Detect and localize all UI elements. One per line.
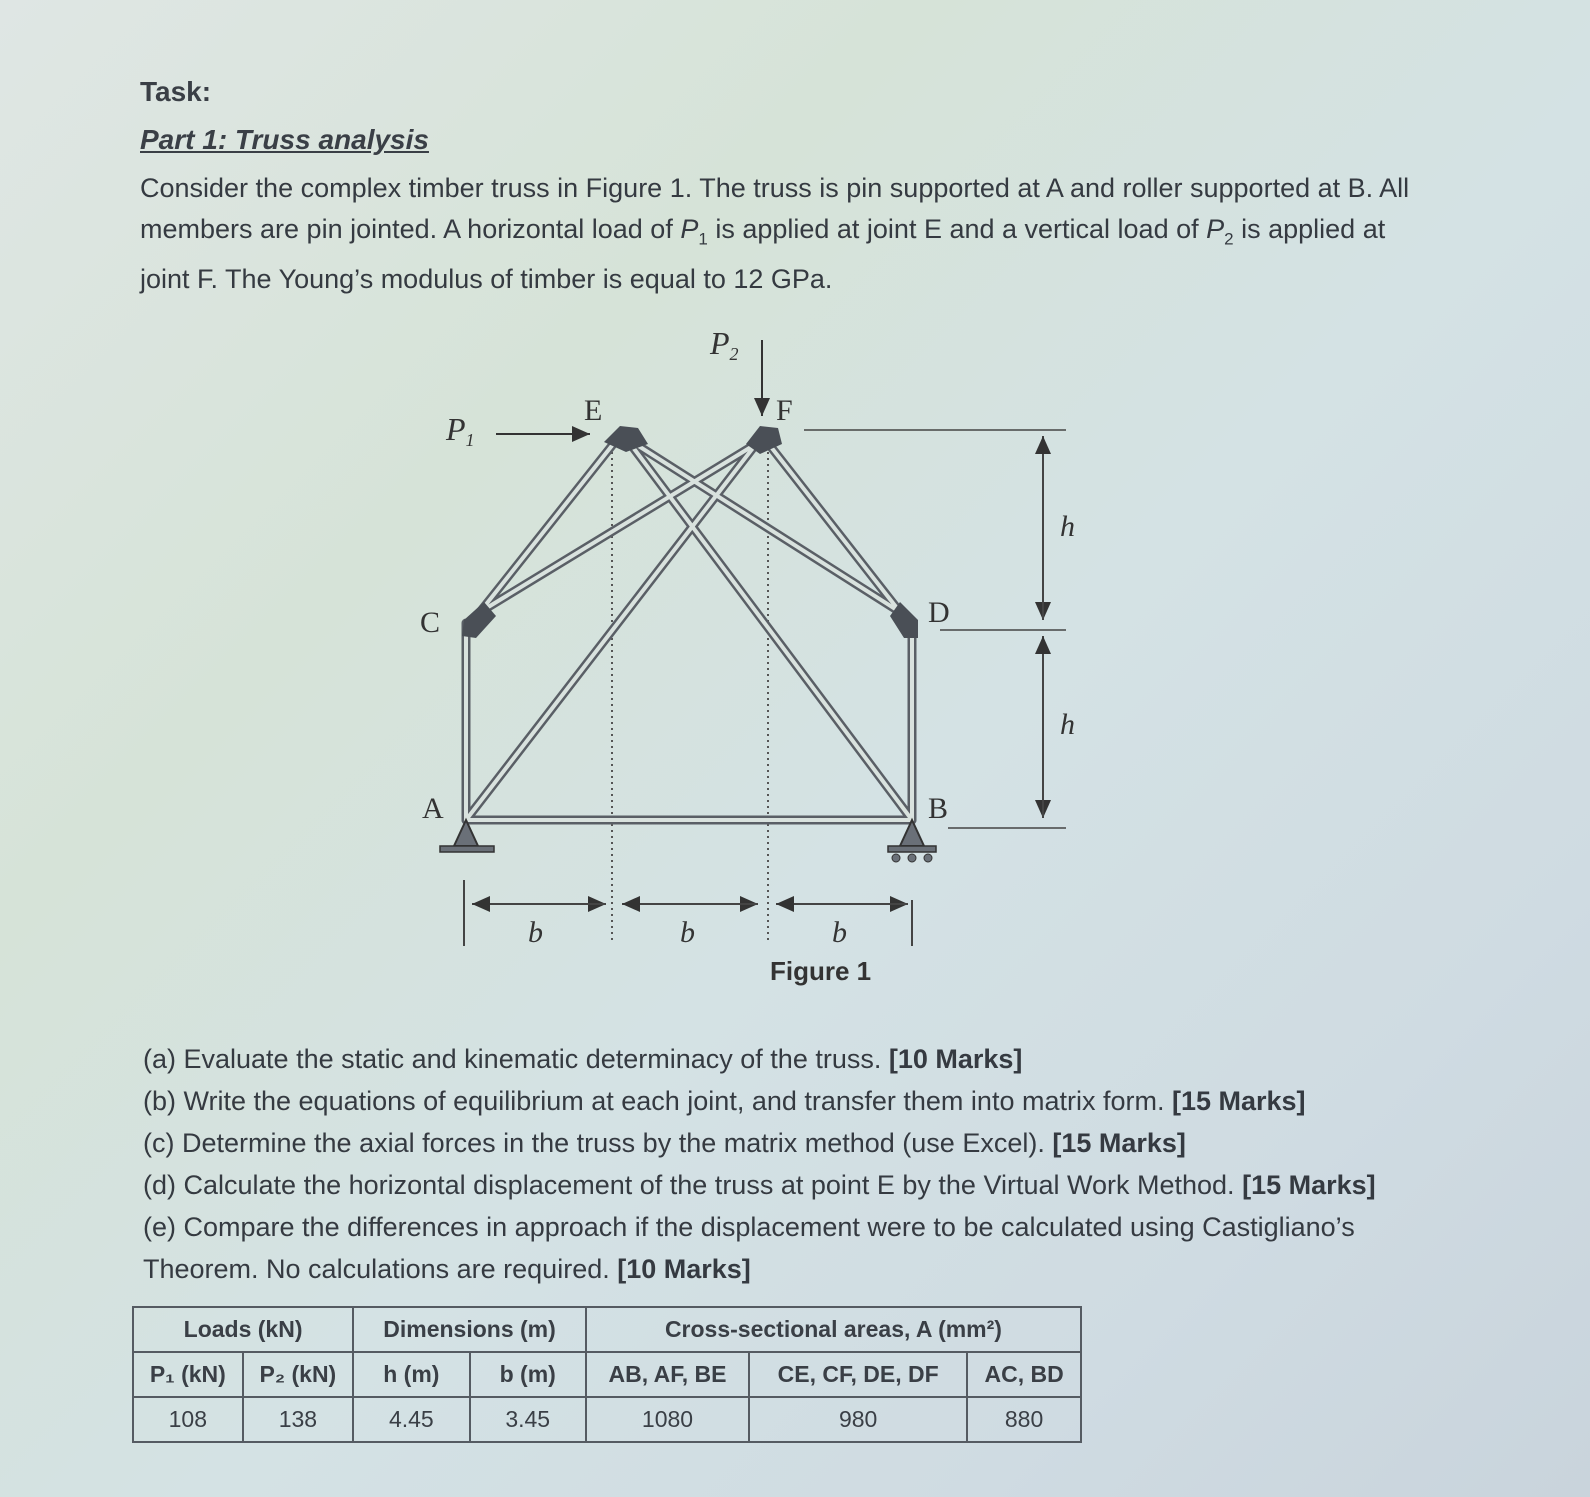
- question-e: (e) Compare the differences in approach if the displacement were to be calculated using Castigliano’s: [143, 1212, 1355, 1242]
- intro-line-2: members are pin jointed. A horizontal load of $P_1$ is applied at joint E and a vertical load of $P_2$ is applied at: [140, 214, 1386, 249]
- joint-label-c: C: [420, 606, 441, 639]
- joint-label-d: D: [928, 596, 950, 629]
- joint-label-f: F: [776, 394, 793, 427]
- table-group-header: Cross-sectional areas, A (mm²): [586, 1307, 1081, 1352]
- parameters-table: [132, 1306, 1082, 1443]
- table-cell: 1080: [586, 1397, 749, 1442]
- table-sub-header: AC, BD: [967, 1352, 1081, 1397]
- table-cell: 880: [967, 1397, 1081, 1442]
- task-label: Task:: [140, 76, 212, 107]
- intro-line-3: joint F. The Young’s modulus of timber is equal to 12 GPa.: [140, 264, 833, 295]
- table-group-header: Loads (kN): [133, 1307, 353, 1352]
- table-sub-header: b (m): [470, 1352, 586, 1397]
- joint-label-b: B: [928, 792, 949, 825]
- table-sub-header-row: [133, 1352, 1081, 1397]
- table-cell: 3.45: [470, 1397, 586, 1442]
- load-p1-label: P1: [446, 411, 475, 450]
- figure-caption: Figure 1: [770, 956, 872, 986]
- question-c: (c) Determine the axial forces in the truss by the matrix method (use Excel). [15 Marks]: [143, 1128, 1186, 1158]
- table-group-header-row: [133, 1307, 1081, 1352]
- dim-h-lower-label: h: [1060, 708, 1075, 741]
- truss-figure: [400, 320, 1120, 1000]
- truss-diagram: [400, 320, 1120, 1000]
- question-e-continued: Theorem. No calculations are required. [10 Marks]: [143, 1254, 751, 1284]
- table-sub-header: P₁ (kN): [133, 1352, 243, 1397]
- table-group-header: Dimensions (m): [353, 1307, 586, 1352]
- dim-b-3-label: b: [832, 916, 847, 949]
- table-sub-header: AB, AF, BE: [586, 1352, 749, 1397]
- table-sub-header: CE, CF, DE, DF: [749, 1352, 967, 1397]
- load-p2-label: P2: [710, 325, 739, 364]
- table-sub-header: P₂ (kN): [243, 1352, 354, 1397]
- table-cell: 138: [243, 1397, 354, 1442]
- questions-list: [143, 1038, 1523, 1290]
- dim-b-2-label: b: [680, 916, 695, 949]
- dim-b-1-label: b: [528, 916, 543, 949]
- intro-line-1: Consider the complex timber truss in Figure 1. The truss is pin supported at A and roller supported at B. All: [140, 173, 1410, 203]
- table-row: [133, 1397, 1081, 1442]
- table-sub-header: h (m): [353, 1352, 469, 1397]
- table-cell: 108: [133, 1397, 243, 1442]
- joint-label-e: E: [584, 394, 603, 427]
- question-d: (d) Calculate the horizontal displacement of the truss at point E by the Virtual Work Method. [15 Marks]: [143, 1170, 1376, 1200]
- table-cell: 980: [749, 1397, 967, 1442]
- table-cell: 4.45: [353, 1397, 469, 1442]
- question-b: (b) Write the equations of equilibrium at each joint, and transfer them into matrix form. [15 Marks]: [143, 1086, 1306, 1116]
- question-a: (a) Evaluate the static and kinematic determinacy of the truss. [10 Marks]: [143, 1044, 1023, 1074]
- dim-h-upper-label: h: [1060, 510, 1075, 543]
- intro-paragraph: [140, 168, 1520, 300]
- joint-label-a: A: [422, 792, 444, 825]
- part-title: Part 1: Truss analysis: [140, 124, 429, 155]
- truss-members: [466, 438, 912, 820]
